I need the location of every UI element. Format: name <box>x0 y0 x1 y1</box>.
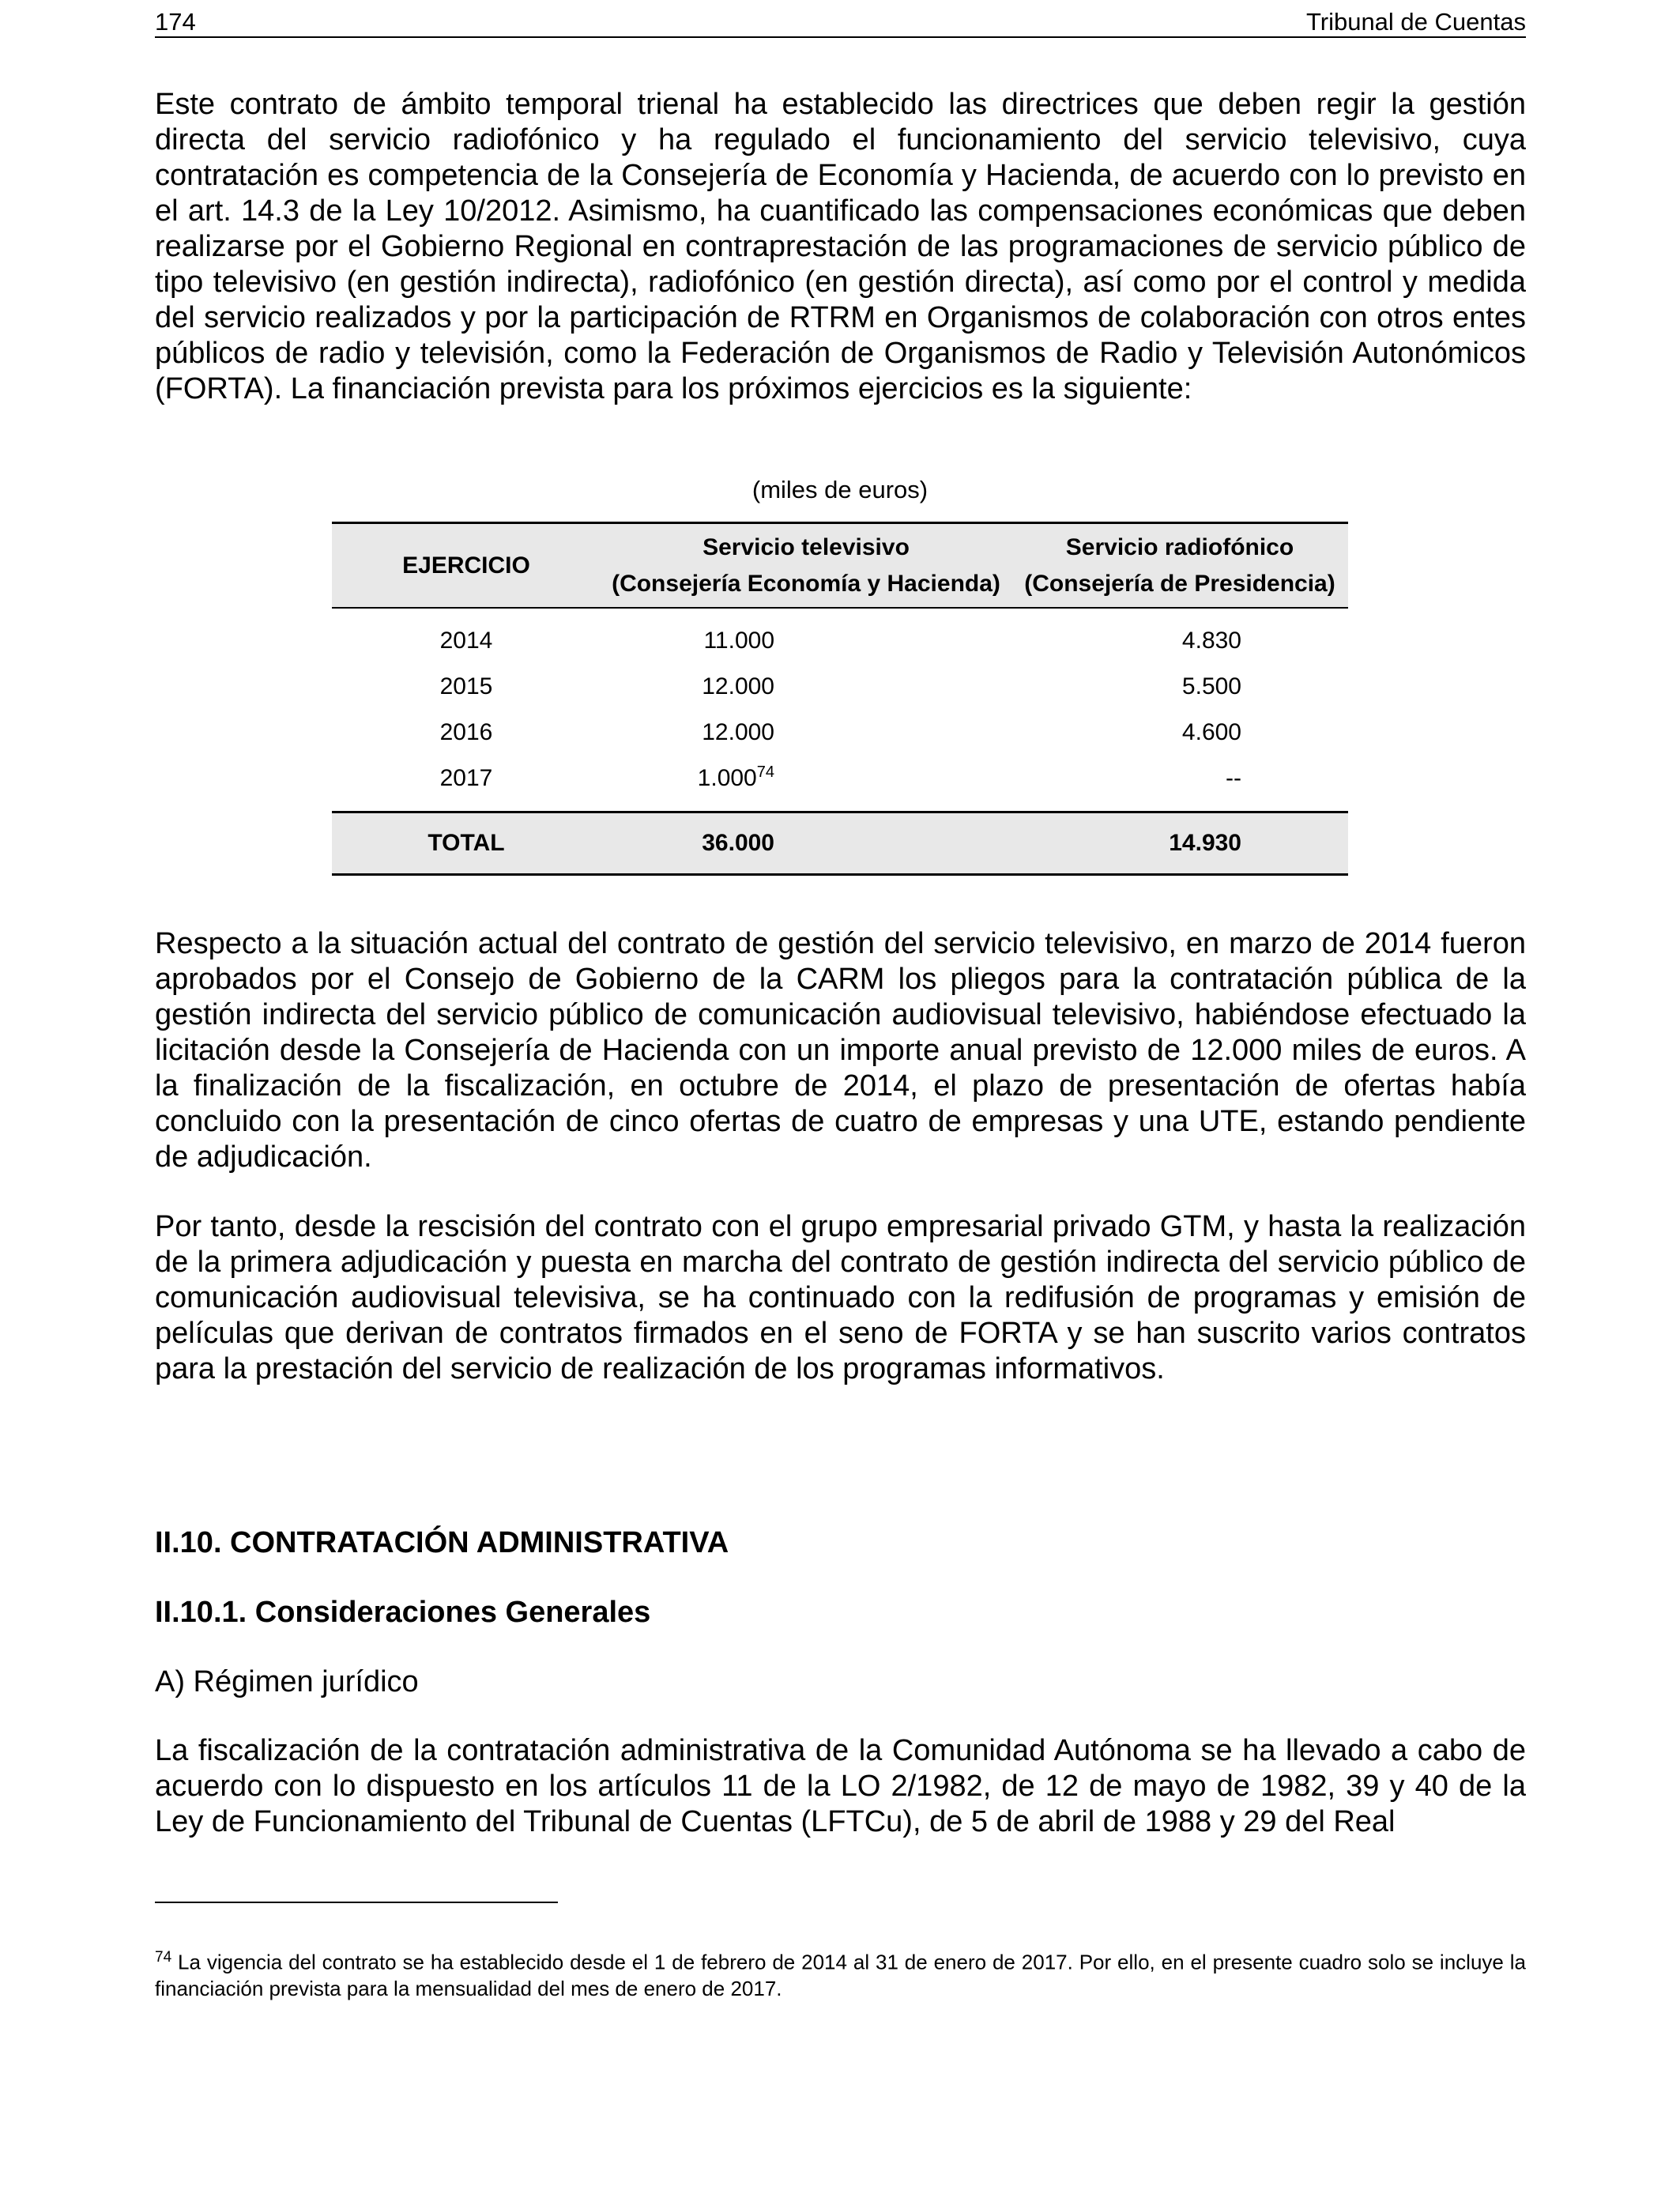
paragraph-contract-scope: Este contrato de ámbito temporal trienal ha establecido las directrices que deben regir la gestión directa del servicio radiofónico y ha regulado el funcionamiento del servicio televisivo, cuya contratación es competencia de la Consejería de Economía y Hacienda, de acuerdo con lo previsto en el art. 14.3 de la Ley 10/2012. Asimismo, ha cuantificado las compensaciones económicas que deben realizarse por el Gobierno Regional en contraprestación de las programaciones de servicio público de tipo televisivo (en gestión indirecta), radiofónico (en gestión directa), así como por el control y medida del servicio realizados y por la participación de RTRM en Organismos de colaboración con otros entes públicos de radio y televisión, como la Federación de Organismos de Radio y Televisión Autonómicos (FORTA). La financiación prevista para los próximos ejercicios es la siguiente: <box>155 88 1526 405</box>
paragraph-since-rescission: Por tanto, desde la rescisión del contrato con el grupo empresarial privado GTM, y hasta la realización de la primera adjudicación y puesta en marcha del contrato de gestión indirecta del servicio público de comunicación audiovisual televisiva, se ha continuado con la redifusión de programas y emisión de películas que derivan de contratos firmados en el seno de FORTA y se han suscrito varios contratos para la prestación del servicio de realización de los programas informativos. <box>155 1210 1526 1385</box>
footnote <box>155 1944 1526 2002</box>
cell-tv: 11.000 <box>703 628 774 654</box>
header-radio-line1: Servicio radiofónico <box>1065 533 1294 560</box>
cell-radio: 5.500 <box>1181 673 1241 699</box>
paragraph-legal-regime: La fiscalización de la contratación administrativa de la Comunidad Autónoma se ha llevado a cabo de acuerdo con lo dispuesto en los artículos 11 de la LO 2/1982, de 12 de mayo de 1982, 39 y 40 de la Ley de Funcionamiento del Tribunal de Cuentas (LFTCu), de 5 de abril de 1988 y 29 del Real <box>155 1734 1526 1838</box>
table-row <box>332 618 1348 664</box>
table-caption: (miles de euros) <box>751 476 929 503</box>
cell-year: 2015 <box>439 673 493 699</box>
footnote-number: 74 <box>155 1949 172 1966</box>
table-spacer <box>332 801 1348 812</box>
cell-radio: 4.830 <box>1181 628 1241 654</box>
cell-tv: 12.000 <box>702 673 774 699</box>
page-header <box>155 8 1526 36</box>
footnote-text: La vigencia del contrato se ha establecido desde el 1 de febrero de 2014 al 31 de enero de 2017. Por ello, en el presente cuadro solo se incluye la financiación prevista para la mensualidad del mes de enero de 2017. <box>155 1950 1526 2000</box>
header-servicio-televisivo <box>601 523 1011 609</box>
paragraph-current-situation: Respecto a la situación actual del contrato de gestión del servicio televisivo, en marzo de 2014 fueron aprobados por el Consejo de Gobierno de la CARM los pliegos para la contratación pública de la gestión indirecta del servicio público de comunicación audiovisual televisivo, habiéndose efectuado la licitación desde la Consejería de Hacienda con un importe anual previsto de 12.000 miles de euros. A la finalización de la fiscalización, en octubre de 2014, el plazo de presentación de ofertas había concluido con la presentación de cinco ofertas de cuatro de empresas y una UTE, estando pendiente de adjudicación. <box>155 927 1526 1174</box>
cell-tv: 1.000$^{74}$ <box>697 763 774 791</box>
cell-year: 2014 <box>439 628 493 654</box>
page-number: 174 <box>155 8 196 36</box>
footnote-ref: 74 <box>756 763 774 781</box>
table-total-row <box>332 812 1348 875</box>
cell-radio: -- <box>1226 765 1241 791</box>
table-row <box>332 664 1348 710</box>
header-servicio-radiofonico <box>1011 523 1348 609</box>
cell-total-tv: 36.000 <box>601 812 1011 875</box>
table-header-row <box>332 523 1348 609</box>
financing-table <box>332 522 1348 876</box>
cell-year: 2016 <box>439 719 493 745</box>
cell-total-label: TOTAL <box>332 812 601 875</box>
header-ejercicio: EJERCICIO <box>332 523 601 609</box>
footnote-rule <box>155 1902 558 1903</box>
subsection-heading: II.10.1. Consideraciones Generales <box>155 1596 651 1629</box>
cell-tv: 12.000 <box>702 719 774 745</box>
cell-total-radio: 14.930 <box>1011 812 1348 875</box>
cell-radio: 4.600 <box>1181 719 1241 745</box>
sub-subsection-heading: A) Régimen jurídico <box>155 1665 419 1698</box>
table-row <box>332 756 1348 801</box>
cell-year: 2017 <box>439 765 493 791</box>
header-organization: Tribunal de Cuentas <box>1305 8 1526 36</box>
header-radio-line2: (Consejería de Presidencia) <box>1024 570 1335 597</box>
header-tv-line2: (Consejería Economía y Hacienda) <box>612 570 1000 597</box>
table-spacer <box>332 608 1348 618</box>
header-tv-line1: Servicio televisivo <box>703 533 910 560</box>
header-rule <box>155 36 1526 38</box>
section-heading: II.10. CONTRATACIÓN ADMINISTRATIVA <box>155 1526 729 1559</box>
table-row <box>332 710 1348 756</box>
